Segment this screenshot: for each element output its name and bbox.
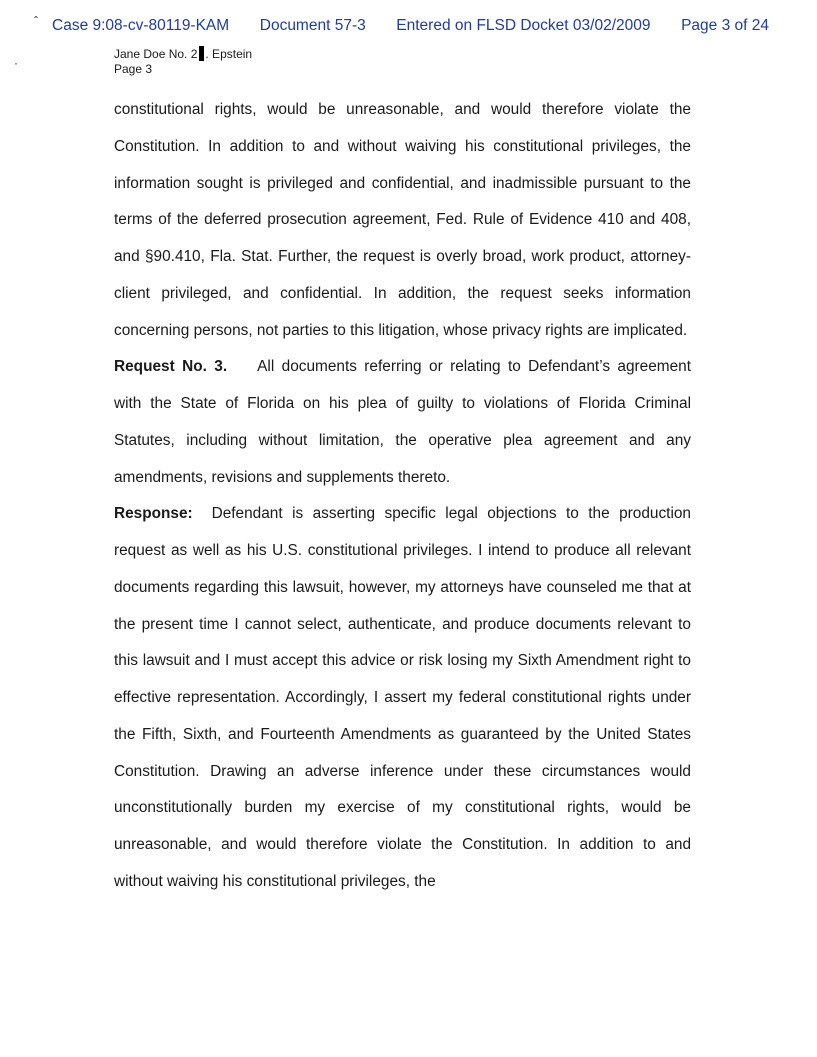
continuation-paragraph: constitutional rights, would be unreasonable, and would therefore violate the Constitution. In addition to and without waiving his constitutional privileges, the information sought is privileged and confidential, and inadmissible pursuant to the terms of the deferred prosecution agreement, Fed. Rule of Evidence 410 and 408, and §90.410, Fla. Stat. Further, the request is overly broad, work product, attorney-client privileged, and confidential. In addition, the request seeks information concerning persons, not parties to this litigation, whose privacy rights are implicated. [114, 101, 691, 339]
request-text: All documents referring or relating to Defendant’s agreement with the State of Florida on his plea of guilty to violations of Florida Criminal Statutes, including without limitation, the operative plea agreement and any amendments, revisions and supplements thereto. [114, 358, 691, 486]
scan-speck-mark: ˆ [34, 14, 38, 28]
court-filing-header [52, 17, 769, 35]
response-text: Defendant is asserting specific legal objections to the production request as well as his U.S. constitutional privileges. I intend to produce all relevant documents regarding this lawsuit, however, my attorneys have counseled me that at the present time I cannot select, authenticate, and produce documents relevant to this lawsuit and I must accept this advice or risk losing my Sixth Amendment right to effective representation. Accordingly, I assert my federal constitutional rights under the Fifth, Sixth, and Fourteenth Amendments as guaranteed by the United States Constitution. Drawing an adverse inference under these circumstances would unconstitutionally burden my exercise of my constitutional rights, would be unreasonable, and would therefore violate the Constitution. In addition to and without waiving his constitutional privileges, the [114, 505, 691, 890]
party-left: Jane Doe No. 2 [114, 47, 198, 61]
document-body [114, 92, 691, 901]
party-right: . Epstein [205, 47, 253, 61]
request-label: Request No. 3. [114, 358, 228, 376]
document-caption [114, 46, 252, 77]
request-paragraph [114, 349, 691, 496]
scan-speck-dot: · [14, 56, 18, 70]
case-number: Case 9:08-cv-80119-KAM [52, 17, 230, 34]
response-label: Response: [114, 505, 193, 523]
caption-page-label: Page 3 [114, 62, 153, 76]
page-count: Page 3 of 24 [681, 17, 769, 34]
redaction-bar [199, 46, 204, 61]
case-caption-line [114, 46, 252, 62]
response-paragraph [114, 496, 691, 900]
docket-entry-date: Entered on FLSD Docket 03/02/2009 [396, 17, 651, 34]
document-number: Document 57-3 [259, 17, 366, 34]
